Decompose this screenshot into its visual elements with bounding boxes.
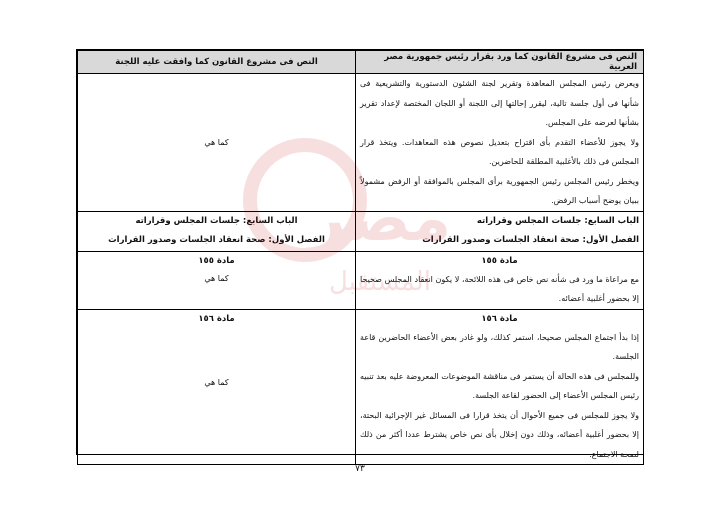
paragraph: وللمجلس فى هذه الحالة أن يستمر فى مناقشة الموضوعات المعروضة عليه بعد تنبيه رئيس المجلس الأعضاء إلى الحضور لقاعة الجلسة. — [360, 371, 639, 400]
article-number: مادة ١٥٦ — [198, 313, 235, 324]
paragraph: ويعرض رئيس المجلس المعاهدة وتقرير لجنة الشئون الدستورية والتشريعية فى شأنها فى أول جلسة تالية، ليقرر إحالتها إلى اللجنة أو اللجان المختصة لإعداد تقرير بشأنها لعرضه على المجلس. — [360, 79, 639, 127]
header-committee-text: النص فى مشروع القانون كما وافقت عليه اللجنة — [78, 51, 356, 74]
committee-text-cell: كما هي — [78, 74, 356, 212]
paragraph: ولا يجوز للأعضاء التقدم بأى اقتراح بتعديل نصوص هذه المعاهدات. ويتخذ قرار المجلس فى ذلك بالأغلبية المطلقة للحاضرين. — [360, 137, 639, 166]
header-original-text: النص فى مشروع القانون كما ورد بقرار رئيس جمهورية مصر العربية — [356, 51, 644, 74]
original-text-cell — [356, 309, 644, 465]
table-row — [78, 251, 644, 309]
watermark-text-main: مصر — [308, 182, 452, 256]
watermark-text-sub: المستقبل — [329, 267, 431, 297]
section-title: الفصل الأول: صحة انعقاد الجلسات وصدور القرارات — [108, 235, 325, 245]
article-number: مادة ١٥٦ — [481, 313, 518, 324]
article-number: مادة ١٥٥ — [198, 255, 235, 266]
original-text-cell — [356, 74, 644, 212]
table-row — [78, 211, 644, 251]
article-number: مادة ١٥٥ — [481, 255, 518, 266]
committee-text-cell — [78, 251, 356, 309]
paragraph-group — [360, 74, 639, 211]
original-text-cell — [356, 211, 644, 251]
paragraph: إذا بدأ اجتماع المجلس صحيحا، استمر كذلك، ولو غادر بعض الأعضاء الحاضرين قاعة الجلسة. — [360, 332, 639, 361]
table-header-row — [78, 51, 644, 74]
comparison-table — [77, 50, 644, 465]
document-table-frame — [76, 49, 644, 459]
section-title: الفصل الأول: صحة انعقاد الجلسات وصدور القرارات — [422, 235, 639, 245]
table-row — [78, 309, 644, 465]
same-text: كما هي — [204, 377, 229, 387]
same-text: كما هي — [204, 273, 229, 283]
paragraph: ولا يجوز للمجلس فى جميع الأحوال أن يتخذ قرارا فى المسائل غير الإجرائية البحتة، إلا بحضور أغلبية أعضائه، وذلك دون إخلال بأى نص خاص يشترط عددا أكثر من ذلك لصحة الاجتماع. — [360, 410, 639, 459]
committee-text-cell — [78, 211, 356, 251]
original-text-cell — [356, 251, 644, 309]
chapter-title: الباب السابع: جلسات المجلس وقراراته — [135, 216, 298, 226]
paragraph: مع مراعاة ما ورد فى شأنه نص خاص فى هذه اللائحة، لا يكون انعقاد المجلس صحيحا إلا بحضور أغلبية أعضائه. — [360, 274, 639, 303]
committee-text-cell — [78, 309, 356, 465]
table-row — [78, 74, 644, 212]
paragraph: ويخطر رئيس المجلس رئيس الجمهورية برأى المجلس بالموافقة أو الرفض مشمولاً ببيان يوضح أسباب الرفض. — [360, 176, 639, 205]
paragraph-group — [360, 328, 639, 465]
page-number: ٧٣ — [355, 464, 365, 474]
chapter-title: الباب السابع: جلسات المجلس وقراراته — [476, 216, 639, 226]
